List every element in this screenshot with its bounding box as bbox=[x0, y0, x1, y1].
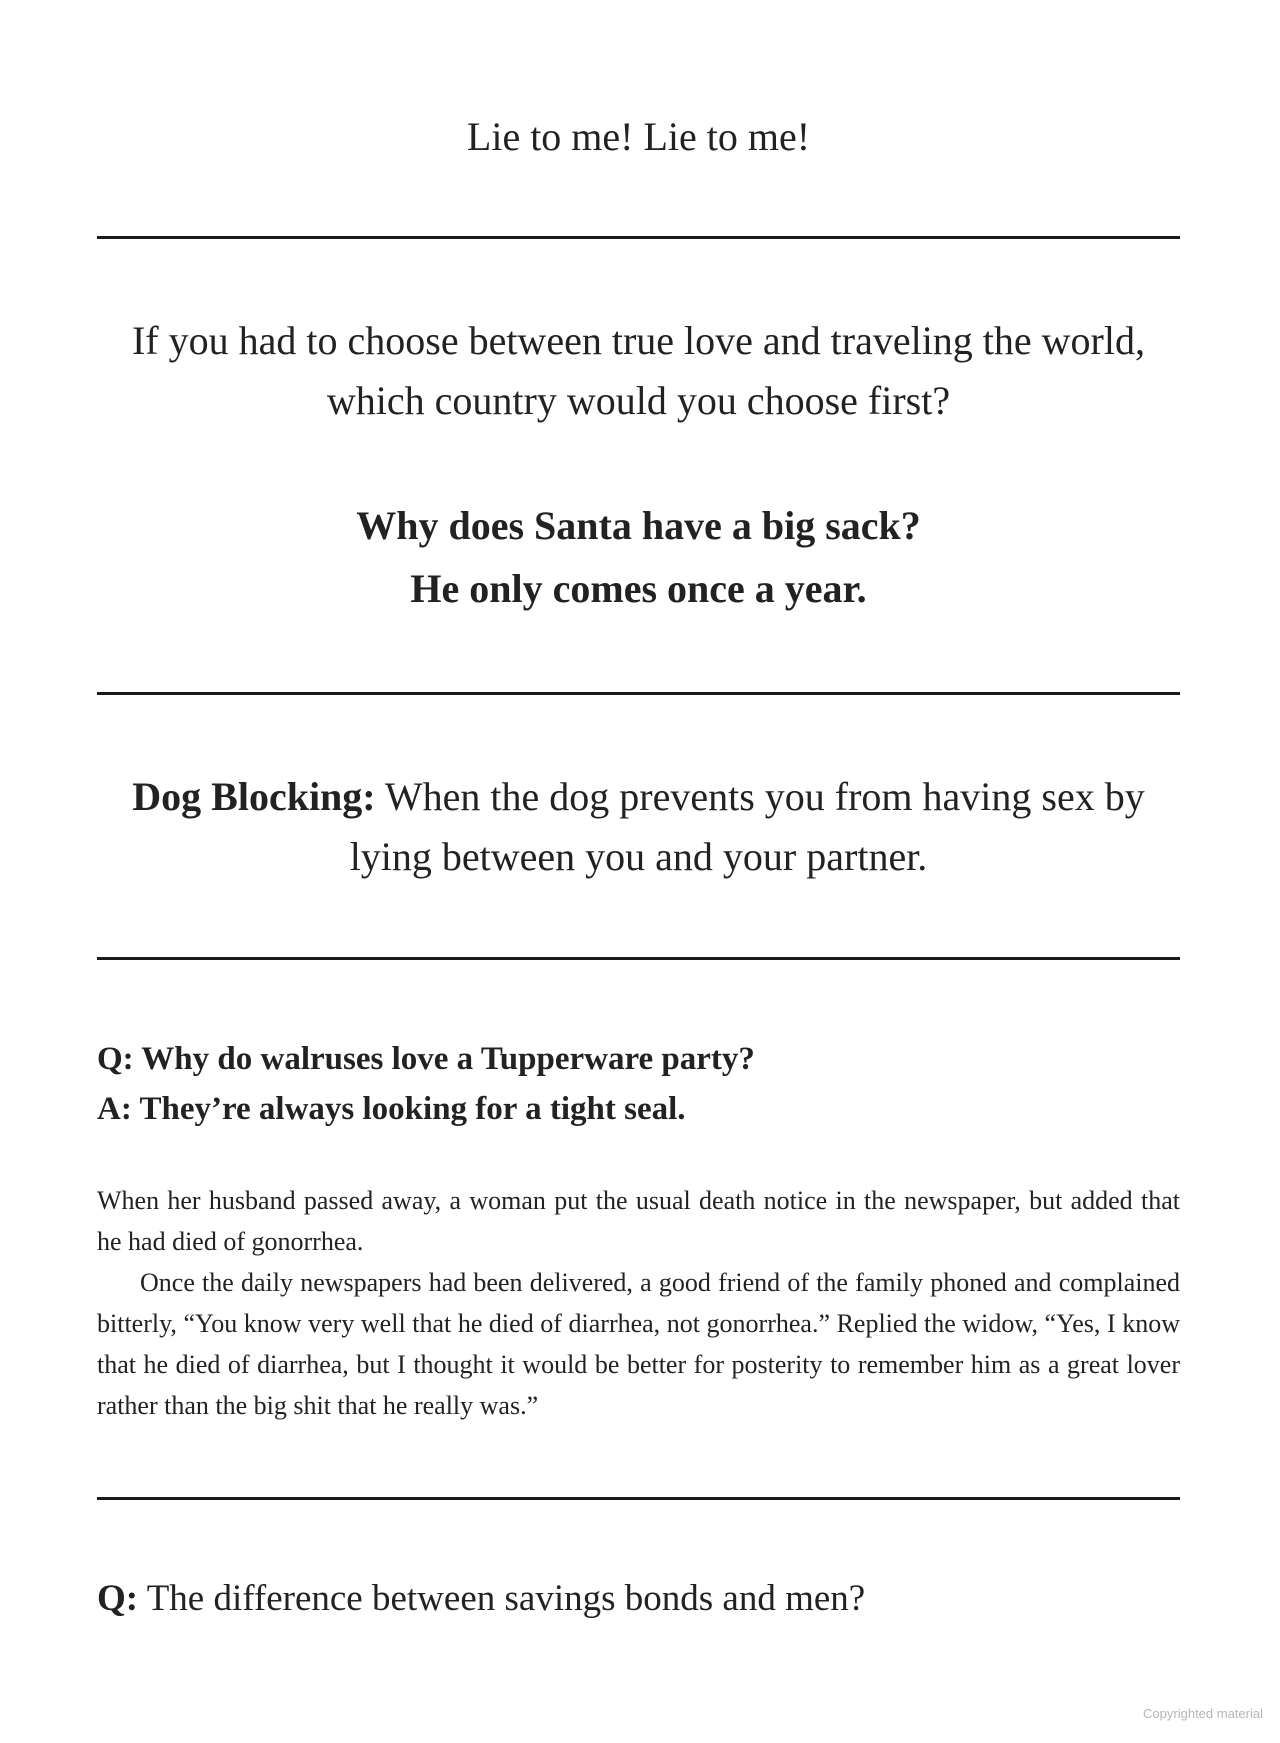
santa-joke-answer: He only comes once a year. bbox=[410, 566, 867, 611]
dog-blocking-line-1 bbox=[97, 767, 1180, 827]
travel-joke bbox=[97, 311, 1180, 431]
joke-punchline bbox=[97, 107, 1180, 167]
travel-joke-line-2: which country would you choose first? bbox=[326, 378, 951, 423]
joke-punchline-text: Lie to me! Lie to me! bbox=[466, 114, 811, 159]
section-divider bbox=[97, 692, 1180, 695]
santa-joke-question: Why does Santa have a big sack? bbox=[356, 503, 921, 548]
savings-bonds-q-label: Q: bbox=[97, 1578, 139, 1619]
dog-blocking-definition-start: When the dog prevents you from having sex by bbox=[375, 774, 1145, 819]
section-divider bbox=[97, 957, 1180, 960]
dog-blocking-definition bbox=[97, 767, 1180, 887]
santa-joke bbox=[97, 494, 1180, 620]
dog-blocking-line-2: lying between you and your partner. bbox=[349, 834, 928, 879]
story-paragraph-1: When her husband passed away, a woman put the usual death notice in the newspaper, but added that he had died of gonorrhea. bbox=[97, 1186, 1180, 1256]
savings-bonds-joke bbox=[97, 1569, 1180, 1629]
story-paragraph-2: Once the daily newspapers had been delivered, a good friend of the family phoned and complained bitterly, “You know very well that he died of diarrhea, not gonorrhea.” Replied the widow, “Yes, I know that he died of diarrhea, but I thought it would be better for posterity to remember him as a great lover rather than the big shit that he really was.” bbox=[97, 1268, 1180, 1420]
copyright-notice: Copyrighted material bbox=[1143, 1706, 1263, 1721]
gonorrhea-story bbox=[97, 1180, 1180, 1426]
walrus-joke bbox=[97, 1034, 1180, 1134]
section-divider bbox=[97, 1497, 1180, 1500]
walrus-joke-question: Q: Why do walruses love a Tupperware party? bbox=[97, 1041, 755, 1077]
travel-joke-line-1: If you had to choose between true love and traveling the world, bbox=[131, 318, 1145, 363]
section-divider bbox=[97, 236, 1180, 239]
walrus-joke-answer: A: They’re always looking for a tight seal. bbox=[97, 1091, 686, 1127]
dog-blocking-term: Dog Blocking: bbox=[132, 774, 376, 819]
savings-bonds-question: The difference between savings bonds and men? bbox=[138, 1578, 866, 1619]
